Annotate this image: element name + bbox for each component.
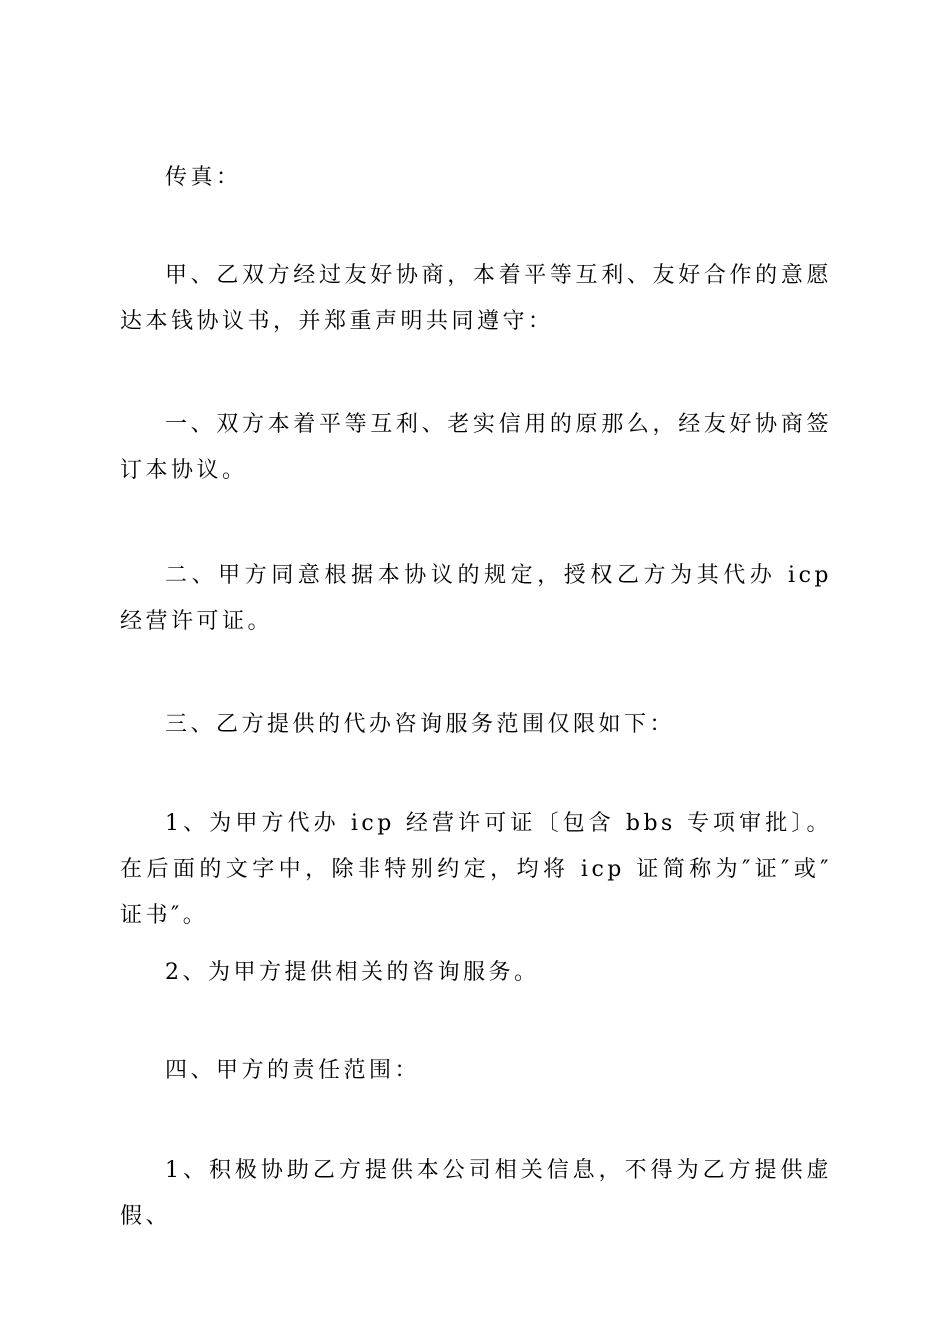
paragraph-clause-4-item-1: 1、积极协助乙方提供本公司相关信息，不得为乙方提供虚假、	[120, 1158, 832, 1229]
paragraph-clause-3-item-1: 1、为甲方代办 icp 经营许可证〔包含 bbs 专项审批〕。在后面的文字中，除非特别约定，均将 icp 证简称为″证″或″证书″。	[120, 811, 832, 928]
paragraph-clause-3-item-2: 2、为甲方提供相关的咨询服务。	[165, 960, 540, 985]
paragraph-clause-3: 三、乙方提供的代办咨询服务范围仅限如下：	[165, 712, 676, 737]
paragraph-fax: 传真：	[165, 165, 242, 190]
paragraph-clause-2: 二、甲方同意根据本协议的规定，授权乙方为其代办 icp 经营许可证。	[120, 563, 832, 634]
paragraph-clause-1: 一、双方本着平等互利、老实信用的原那么，经友好协商签订本协议。	[120, 412, 832, 483]
paragraph-clause-4: 四、甲方的责任范围：	[165, 1058, 421, 1083]
paragraph-intro: 甲、乙双方经过友好协商，本着平等互利、友好合作的意愿达本钱协议书，并郑重声明共同遵守：	[120, 263, 832, 334]
